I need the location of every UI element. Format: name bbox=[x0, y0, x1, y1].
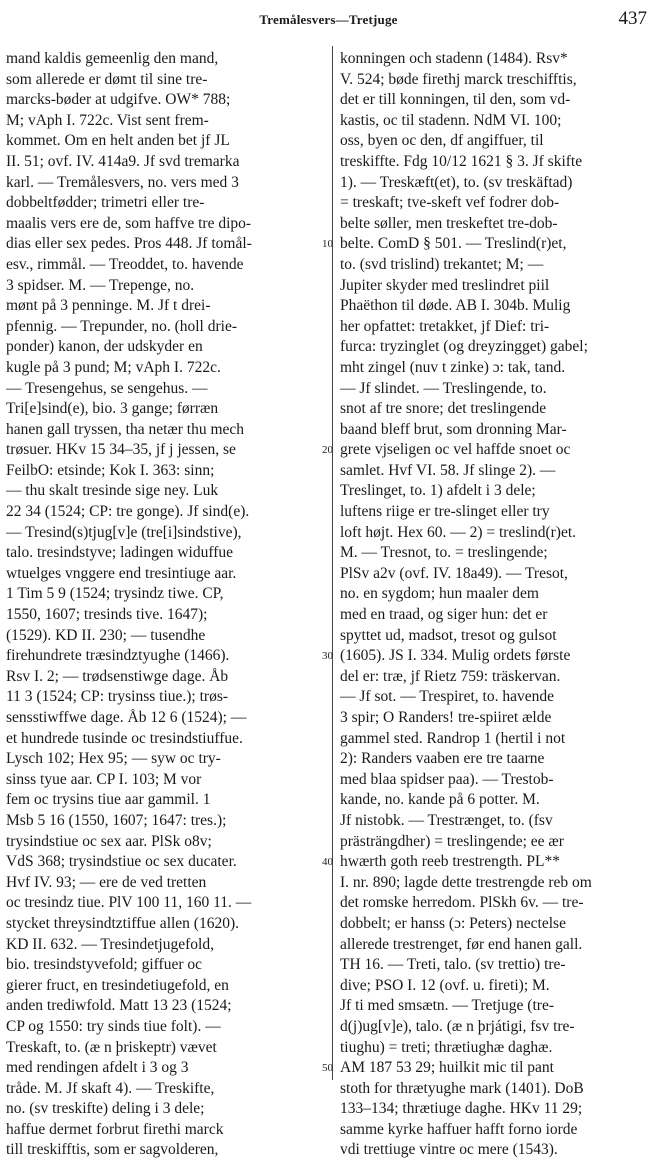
text-line: till treskifftis, som er sagvolderen, bbox=[6, 1141, 219, 1159]
text-line: 133–134; thrætiuge daghe. HKv 11 29; bbox=[340, 1100, 583, 1118]
text-line: allerede trestrenget, før end hanen gall. bbox=[340, 935, 583, 953]
line-number: 30 bbox=[322, 650, 333, 663]
text-line: oc tresindz tiue. PlV 100 11, 160 11. — bbox=[6, 894, 252, 912]
text-line: bio. tresindstyvefold; giffuer oc bbox=[6, 956, 203, 974]
text-line: Treskaft, to. (æ n þriskeptr) vævet bbox=[6, 1038, 217, 1056]
text-line: — Tresind(s)tjug[v]e (tre[i]sindstive), bbox=[6, 523, 242, 541]
text-line: (1605). JS I. 334. Mulig ordets første bbox=[340, 647, 571, 665]
text-line: fem oc trysins tiue aar gammil. 1 bbox=[6, 791, 211, 809]
text-line: to. (svd trislind) trekantet; M; — bbox=[340, 255, 544, 273]
text-line: talo. tresindstyve; ladingen widuffue bbox=[6, 544, 233, 562]
text-line: Hvf IV. 93; — ere de ved tretten bbox=[6, 873, 207, 891]
text-line: d(j)ug[v]e), talo. (æ n þrjátigi, fsv tre- bbox=[340, 1017, 575, 1035]
text-line: PlSv a2v (ovf. IV. 18a49). — Tresot, bbox=[340, 564, 568, 582]
text-line: trysindstiue oc sex aar. PlSk o8v; bbox=[6, 832, 212, 850]
text-line: del er: træ, jf Rietz 759: träskervan. bbox=[340, 667, 561, 685]
text-line: pfennig. — Trepunder, no. (holl drie- bbox=[6, 317, 237, 335]
text-line: 3 spidser. M. — Trepenge, no. bbox=[6, 276, 195, 294]
text-line: 1550, 1607; tresinds tive. 1647); bbox=[6, 606, 208, 624]
text-line: luftens riige er tre-slinget eller try bbox=[340, 503, 550, 521]
text-line: Jf ti med smsætn. — Tretjuge (tre- bbox=[340, 997, 554, 1015]
text-line: mand kaldis gemeenlig den mand, bbox=[6, 50, 219, 67]
text-line: tråde. M. Jf skaft 4). — Treskifte, bbox=[6, 1079, 215, 1097]
text-line: samme kyrke haffuer hafft forno iorde bbox=[340, 1120, 578, 1138]
text-line: V. 524; bøde firethj marck treschifftis, bbox=[340, 70, 577, 88]
text-line: KD II. 632. — Tresindetjugefold, bbox=[6, 935, 214, 953]
text-line: mønt på 3 penninge. M. Jf t drei- bbox=[6, 297, 211, 315]
text-line: no. (sv treskifte) deling i 3 dele; bbox=[6, 1100, 205, 1118]
text-line: gammel sted. Randrop 1 (hertil i not bbox=[340, 729, 566, 747]
text-line: — thu skalt tresinde sige ney. Luk bbox=[6, 482, 219, 500]
text-line: (1529). KD II. 230; — tusendhe bbox=[6, 626, 206, 644]
text-line: kastis, oc til stadenn. NdM VI. 100; bbox=[340, 111, 562, 129]
column-divider bbox=[332, 46, 333, 1080]
text-line: loft højt. Hex 60. — 2) = treslind(r)et. bbox=[340, 523, 577, 541]
text-line: — Jf slindet. — Treslingende, to. bbox=[340, 379, 547, 397]
text-line: med blaa spidser paa). — Trestob- bbox=[340, 770, 554, 788]
text-line: kugle på 3 pund; M; vAph I. 722c. bbox=[6, 358, 221, 376]
text-line: baand bleff brut, som dronning Mar- bbox=[340, 420, 567, 438]
text-line: med rendingen afdelt i 3 og 3 bbox=[6, 1059, 189, 1077]
line-number: 20 bbox=[322, 444, 333, 457]
text-line: sensstiwffwe dage. Åb 12 6 (1524); — bbox=[6, 709, 247, 726]
text-line: M. — Tresnot, to. = treslingende; bbox=[340, 544, 548, 562]
text-line: dobbelt; er hanss (ɔ: Peters) nectelse bbox=[340, 914, 566, 932]
text-line: tiughu) = treti; thrætiughæ daghæ. bbox=[340, 1038, 553, 1056]
text-line: firehundrete træsindztyughe (1466). bbox=[6, 647, 230, 665]
text-line: Jf nistobk. — Trestrænget, to. (fsv bbox=[340, 811, 553, 829]
text-line: I. nr. 890; lagde dette trestrengde reb om bbox=[340, 873, 592, 891]
text-line: dive; PSO I. 12 (ovf. u. fireti); M. bbox=[340, 976, 550, 994]
text-line: Lysch 102; Hex 95; — syw oc try- bbox=[6, 750, 221, 768]
text-line: konningen och stadenn (1484). Rsv* bbox=[340, 50, 568, 67]
text-line: 3 spir; O Randers! tre-spiiret ælde bbox=[340, 709, 552, 726]
line-number: 40 bbox=[322, 856, 333, 869]
text-line: FeilbO: etsinde; Kok I. 363: sinn; bbox=[6, 461, 215, 479]
text-line: furca: tryzinglet (og dreyzingget) gabel; bbox=[340, 338, 588, 356]
text-line: 22 34 (1524; CP: tre gonge). Jf sind(e). bbox=[6, 503, 250, 521]
text-line: 1 Tim 5 9 (1524; trysindz tiwe. CP, bbox=[6, 585, 224, 603]
text-line: CP og 1550: try sinds tiue folt). — bbox=[6, 1017, 221, 1035]
text-line: vdi trettiuge vintre oc mere (1543). bbox=[340, 1141, 558, 1159]
text-line: mht zingel (nuv t zinke) ɔ: tak, tand. bbox=[340, 358, 566, 376]
text-line: 11 3 (1524; CP: trysinss tiue.); trøs- bbox=[6, 688, 229, 706]
page-number: 437 bbox=[618, 8, 647, 29]
text-line: esv., rimmål. — Treoddet, to. havende bbox=[6, 255, 244, 273]
text-line: sinss tyue aar. CP I. 103; M vor bbox=[6, 770, 202, 788]
text-line: samlet. Hvf VI. 58. Jf slinge 2). — bbox=[340, 461, 556, 479]
line-number: 10 bbox=[322, 238, 333, 251]
text-line: Jupiter skyder med treslindret piil bbox=[340, 276, 550, 294]
text-line: stycket threysindtztiffue allen (1620). bbox=[6, 914, 240, 932]
text-line: no. en sygdom; hun maaler dem bbox=[340, 585, 539, 603]
running-title: Tremålesvers—Tretjuge bbox=[259, 12, 398, 27]
text-line: et hundrede tusinde oc tresindstiuffue. bbox=[6, 729, 243, 747]
text-line: VdS 368; trysindstiue oc sex ducater. bbox=[6, 853, 237, 871]
text-line: som allerede er dømt til sine tre- bbox=[6, 70, 208, 88]
text-line: belte søller, men treskeftet tre-dob- bbox=[340, 214, 558, 232]
text-line: Msb 5 16 (1550, 1607; 1647: tres.); bbox=[6, 811, 227, 829]
text-line: II. 51; ovf. IV. 414a9. Jf svd tremarka bbox=[6, 152, 240, 170]
text-line: det romske herredom. PlSkh 6v. — tre- bbox=[340, 894, 584, 912]
text-line: treskiffte. Fdg 10/12 1621 § 3. Jf skifte bbox=[340, 152, 583, 170]
right-column bbox=[340, 49, 650, 1161]
text-line: med en traad, og siger hun: det er bbox=[340, 606, 548, 624]
text-line: snot af tre snore; det treslingende bbox=[340, 400, 547, 418]
text-line: 1). — Treskæft(et), to. (sv treskäftad) bbox=[340, 173, 573, 191]
text-line: her opfattet: tretakket, jf Dief: tri- bbox=[340, 317, 550, 335]
text-line: wtuelges vnggere end tresintiuge aar. bbox=[6, 564, 237, 582]
text-line: kommet. Om en helt anden bet jf JL bbox=[6, 132, 230, 150]
text-line: Phaëthon til døde. AB I. 304b. Mulig bbox=[340, 297, 571, 315]
text-line: 2): Randers vaaben ere tre taarne bbox=[340, 750, 545, 768]
text-line: M; vAph I. 722c. Vist sent frem- bbox=[6, 111, 209, 129]
text-line: oss, byen oc den, df angiffuer, til bbox=[340, 132, 544, 150]
text-line: marcks-bøder at udgifve. OW* 788; bbox=[6, 91, 231, 109]
text-line: belte. ComD § 501. — Treslind(r)et, bbox=[340, 235, 567, 253]
text-line: karl. — Tremålesvers, no. vers med 3 bbox=[6, 173, 239, 191]
left-column bbox=[6, 49, 324, 1161]
text-line: grete vjseligen oc vel haffde snoet oc bbox=[340, 441, 571, 459]
text-line: AM 187 53 29; huilkit mic til pant bbox=[340, 1059, 554, 1077]
text-line: hanen gall tryssen, tha netær thu mech bbox=[6, 420, 245, 438]
text-line: det er till konningen, til den, som vd- bbox=[340, 91, 571, 109]
text-line: spyttet ud, madsot, tresot og gulsot bbox=[340, 626, 557, 644]
text-line: hwærth goth reeb trestrength. PL** bbox=[340, 853, 560, 871]
text-line: kande, no. kande på 6 potter. M. bbox=[340, 791, 540, 809]
text-line: — Jf sot. — Trespiret, to. havende bbox=[340, 688, 554, 706]
running-header bbox=[0, 8, 657, 36]
text-line: trøsuer. HKv 15 34–35, jf j jessen, se bbox=[6, 441, 236, 459]
text-line: maalis vers ere de, som haffve tre dipo- bbox=[6, 214, 252, 232]
text-line: stoth for thrætyughe mark (1401). DoB bbox=[340, 1079, 584, 1097]
text-line: gierer fruct, en tresindetiugefold, en bbox=[6, 976, 229, 994]
text-line: prästrängdher) = treslingende; ee ær bbox=[340, 832, 564, 850]
text-line: dobbeltfødder; trimetri eller tre- bbox=[6, 194, 205, 212]
text-line: Treslinget, to. 1) afdelt i 3 dele; bbox=[340, 482, 536, 500]
line-number: 50 bbox=[322, 1062, 333, 1075]
text-line: TH 16. — Treti, talo. (sv trettio) tre- bbox=[340, 956, 566, 974]
text-line: ponder) kanon, der udskyder en bbox=[6, 338, 203, 356]
text-line: Tri[e]sind(e), bio. 3 gange; førræn bbox=[6, 400, 219, 418]
text-line: — Tresengehus, se sengehus. — bbox=[6, 379, 208, 397]
text-line: anden trediwfold. Matt 13 23 (1524; bbox=[6, 997, 232, 1015]
text-line: = treskaft; tve-skeft vef fodrer dob- bbox=[340, 194, 560, 212]
text-line: Rsv I. 2; — trødsenstiwge dage. Åb bbox=[6, 667, 229, 685]
text-line: haffue dermet forbrut firethi marck bbox=[6, 1120, 224, 1138]
text-line: dias eller sex pedes. Pros 448. Jf tomål- bbox=[6, 235, 252, 253]
